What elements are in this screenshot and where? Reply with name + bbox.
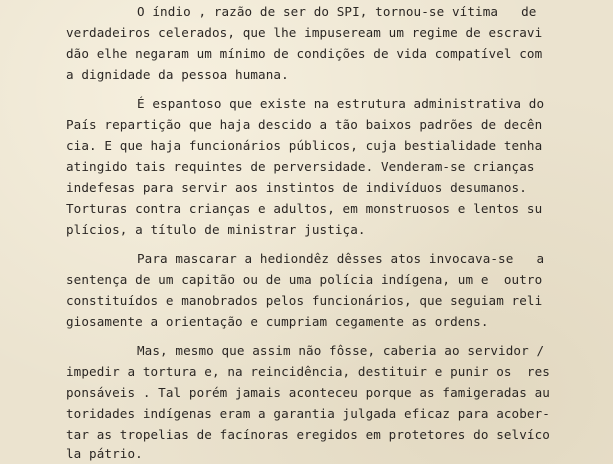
paragraph-3-line-3: constituídos e manobrados pelos funcionários, que seguiam reli [66, 293, 543, 308]
paragraph-4-line-1: Mas, mesmo que assim não fôsse, caberia ao servidor / [137, 343, 545, 358]
paragraph-1-line-1: O índio , razão de ser do SPI, tornou-se vítima de [137, 4, 537, 19]
paragraph-3-line-2: sentença de um capitão ou de uma polícia indígena, um e outro [66, 272, 543, 287]
paragraph-2-line-7: plícios, a título de ministrar justiça. [66, 222, 366, 237]
paragraph-2-line-4: atingido tais requintes de perversidade. Venderam-se crianças [66, 159, 535, 174]
paragraph-4-line-5: tar as tropelias de facínoras eregidos em protetores do selvíco [66, 427, 550, 442]
paragraph-4-line-3: ponsáveis . Tal porém jamais aconteceu porque as famigeradas au [66, 385, 550, 400]
paragraph-1-line-3: dão elhe negaram um mínimo de condições de vida compatível com [66, 46, 543, 61]
paragraph-4-line-2: impedir a tortura e, na reincidência, destituir e punir os res [66, 364, 550, 379]
paragraph-2-line-5: indefesas para servir aos instintos de indivíduos desumanos. [66, 180, 527, 195]
paragraph-2-line-2: País repartição que haja descido a tão baixos padrões de decên [66, 117, 543, 132]
paragraph-3-line-4: giosamente a orientação e cumpriam cegamente as ordens. [66, 314, 489, 329]
paragraph-3-line-1: Para mascarar a hediondêz dêsses atos invocava-se a [137, 251, 545, 266]
paragraph-4-line-4: toridades indígenas eram a garantia julgada eficaz para acober- [66, 406, 550, 421]
paragraph-2-line-6: Torturas contra crianças e adultos, em monstruosos e lentos su [66, 201, 543, 216]
paragraph-2-line-3: cia. E que haja funcionários públicos, cuja bestialidade tenha [66, 138, 543, 153]
paragraph-1-line-4: a dignidade da pessoa humana. [66, 67, 289, 82]
paragraph-4-line-6: la pátrio. [66, 446, 143, 461]
paragraph-2-line-1: É espantoso que existe na estrutura administrativa do [137, 96, 545, 111]
paragraph-1-line-2: verdadeiros celerados, que lhe impuseream um regime de escravi [66, 25, 543, 40]
